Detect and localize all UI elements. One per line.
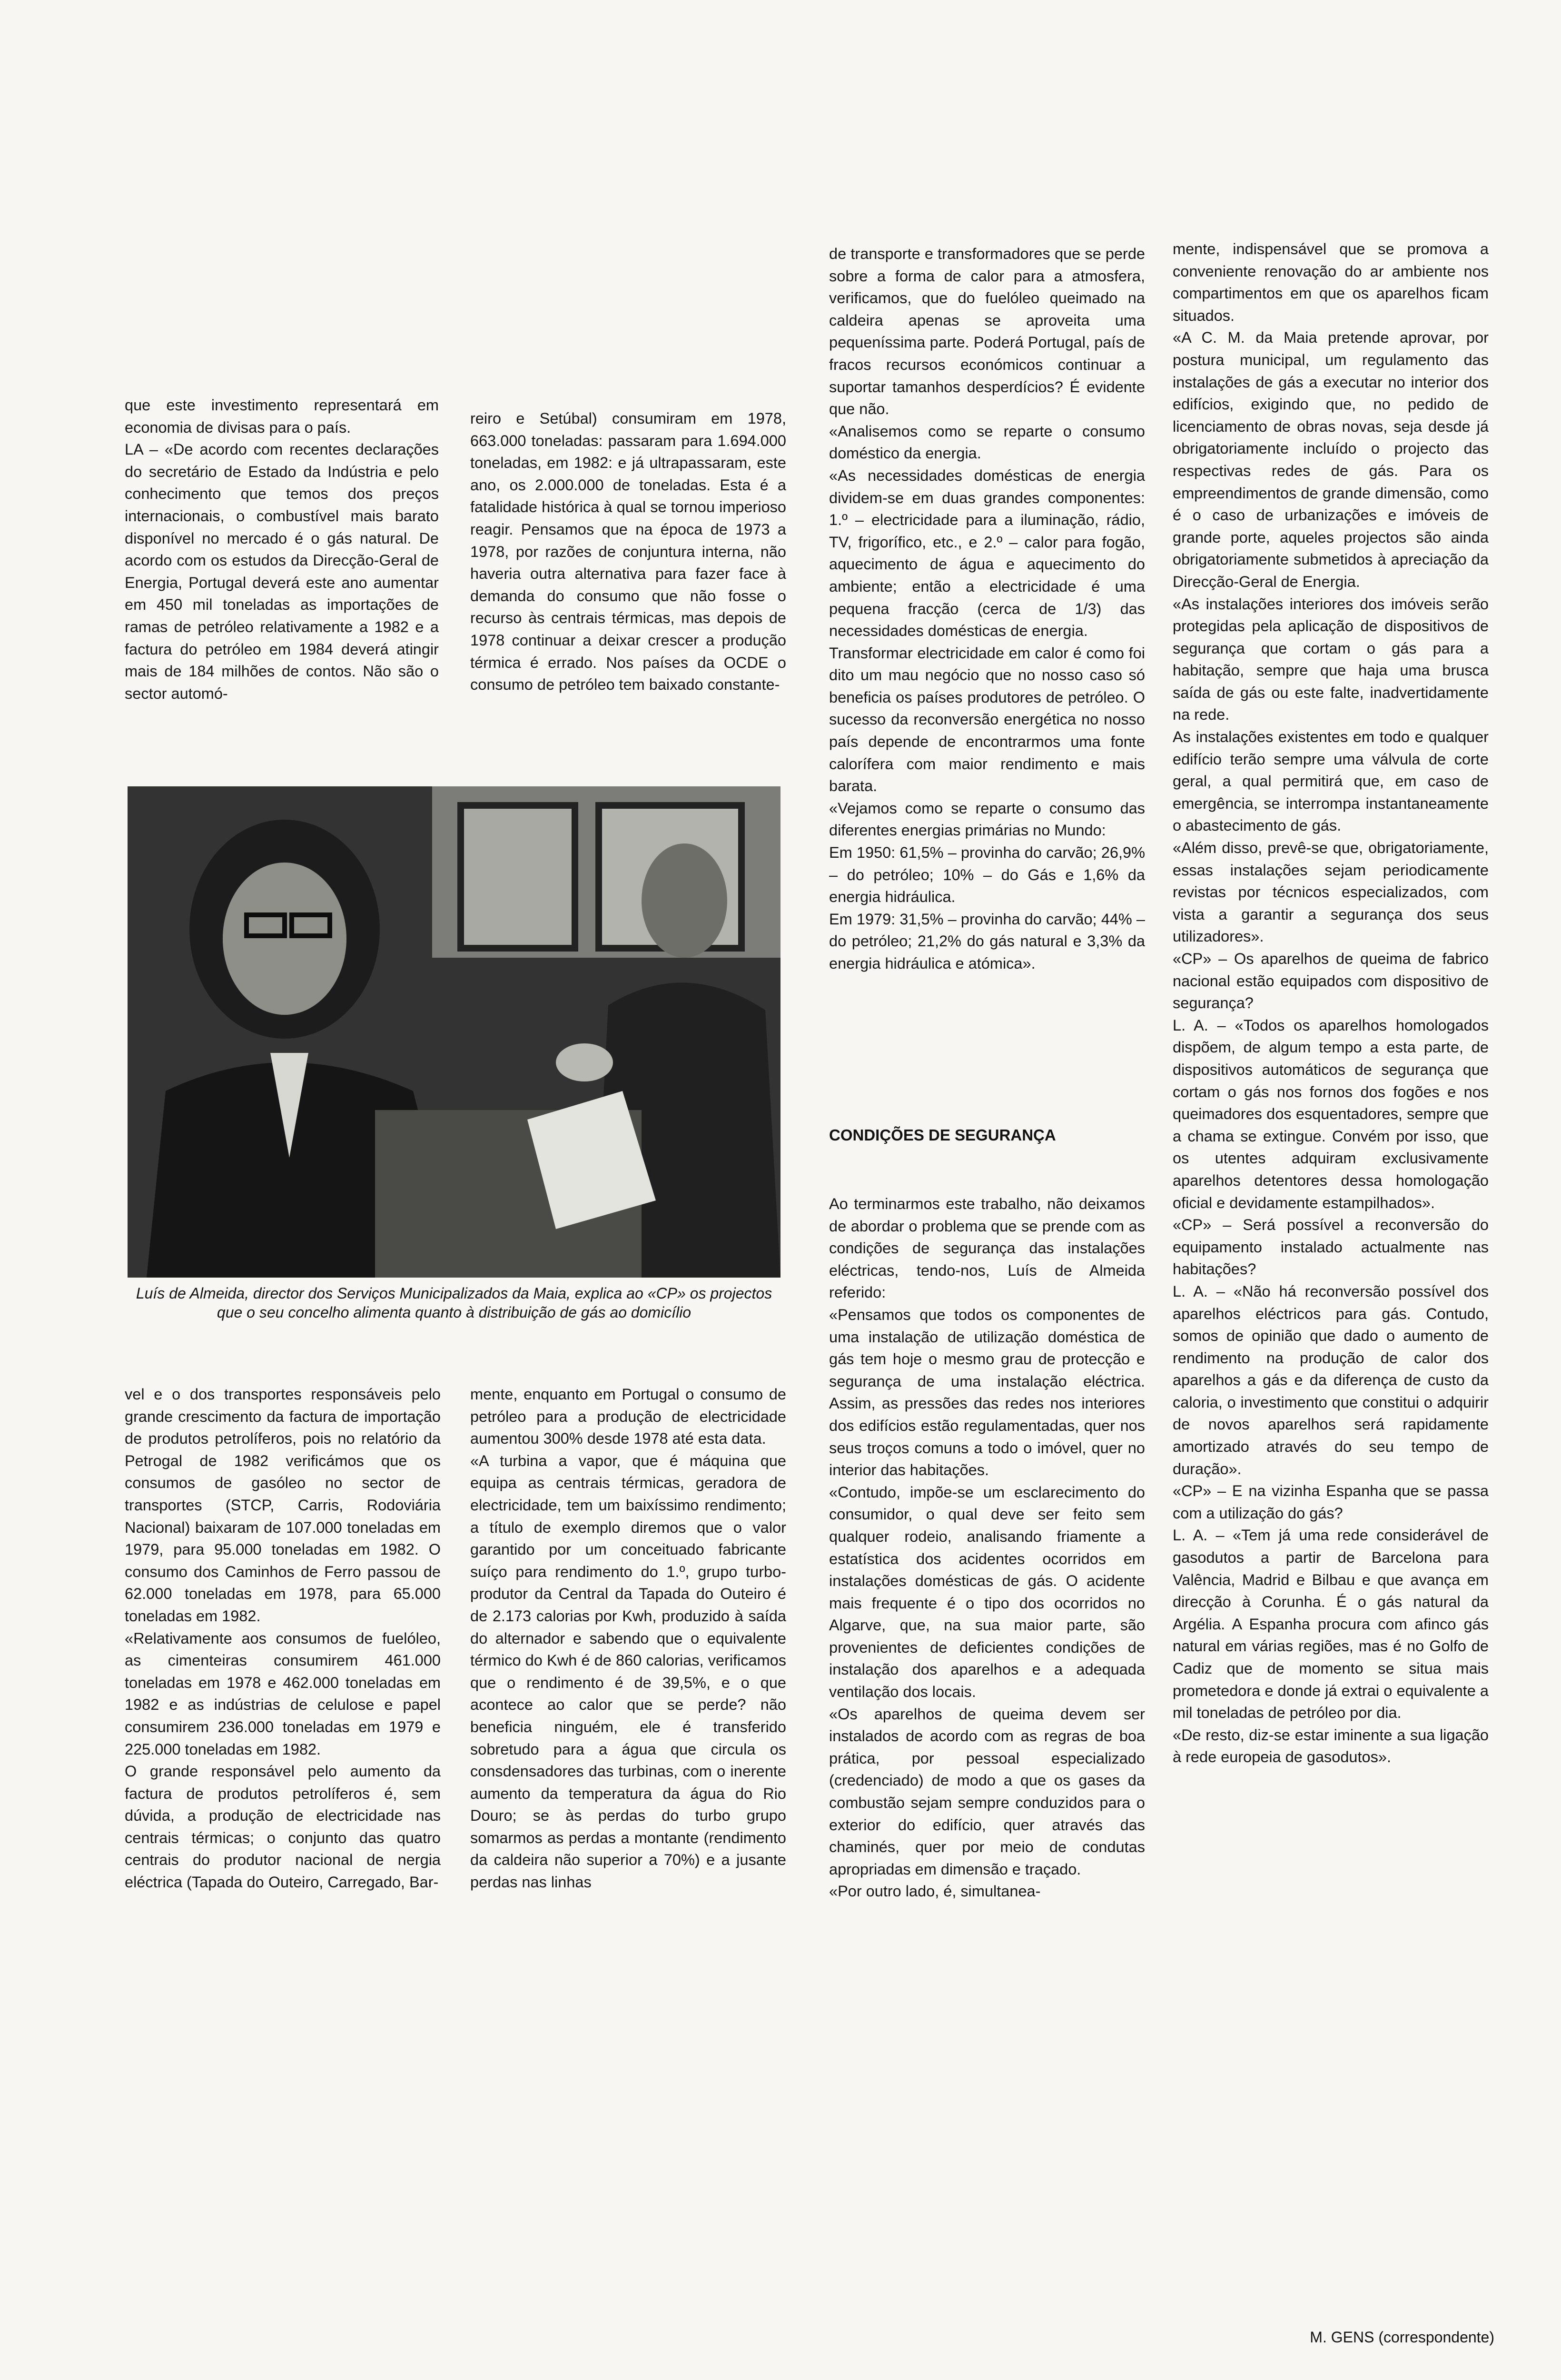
paragraph: «De resto, diz-se estar iminente a sua ligação à rede europeia de gasodutos». [1173,1726,1489,1766]
paragraph: Ao terminarmos este trabalho, não deixamos de abordar o problema que se prende com as condições de segurança das instalações eléctricas, tendo-nos, Luís de Almeida referido: [829,1195,1145,1301]
paragraph: «Contudo, impõe-se um esclarecimento do consumidor, o qual deve ser feito sem qualquer rodeio, analisando friamente a estatística dos acidentes ocorridos em instalações domésticas de gás. O acidente mais frequente é o tipo dos ocorridos no Algarve, que, na sua maior parte, são provenientes de deficientes condições de instalação dos aparelhos e a adequada ventilação dos locais. [829,1483,1145,1701]
paragraph: de transporte e transformadores que se perde sobre a forma de calor para a atmosfera, verificamos, que do fuelóleo queimado na caldeira apenas se aproveita uma pequeníssima parte. Poderá Portugal, país de fracos recursos económicos continuar a suportar tamanhos desperdícios? É evidente que não. [829,245,1145,418]
paragraph: «Os aparelhos de queima devem ser instalados de acordo com as regras de boa prática, por pessoal especializado (credenciado) de modo a que os gases da combustão sejam sempre conduzidos para o exterior do edifício, quer através das chaminés, quer por meio de condutas apropriadas em dimensão e traçado. [829,1705,1145,1878]
paragraph: As instalações existentes em todo e qualquer edifício terão sempre uma válvula de corte geral, a qual permitirá que, em caso de emergência, se interrompa instantaneamente o abastecimento de gás. [1173,728,1489,834]
paragraph: Em 1979: 31,5% – provinha do carvão; 44% – do petróleo; 21,2% do gás natural e 3,3% da energia hidráulica e atómica». [829,910,1145,972]
paragraph: «As instalações interiores dos imóveis serão protegidas pela aplicação de dispositivos de segurança que cortam o gás para a habitação, sempre que haja uma brusca saída de gás ou este falte, inadvertidamente na rede. [1173,595,1489,724]
article-column-1 [125,394,439,704]
paragraph: Transformar electricidade em calor é como foi dito um mau negócio que no nosso caso só beneficia os países produtores de petróleo. O sucesso da reconversão energética no nosso país depende de encontrarmos uma fonte calorífera com maior rendimento e mais barata. [829,644,1145,795]
paragraph: L. A. – «Tem já uma rede considerável de gasodutos a partir de Barcelona para Valência, Madrid e Bilbau e que avança em direcção à Corunha. É o gás natural da Argélia. A Espanha procura com afinco gás natural em várias regiões, mas é no Golfo de Cadiz que de momento se situa mais prometedora e donde já extrai o equivalente a mil toneladas de petróleo por dia. [1173,1527,1489,1722]
article-column-3 [829,243,1145,975]
paragraph: «As necessidades domésticas de energia dividem-se em duas grandes componentes: 1.º – electricidade para a iluminação, rádio, TV, frigorífico, etc., e 2.º – calor para fogão, aquecimento de água e aquecimento do ambiente; então a electricidade é uma pequena fracção (cerca de 1/3) das necessidades domésticas de energia. [829,466,1145,640]
article-column-6 [470,1383,786,1894]
paragraph: «Vejamos como se reparte o consumo das diferentes energias primárias no Mundo: [829,799,1145,839]
author-signature: M. GENS (correspondente) [1310,2329,1494,2346]
paragraph: «CP» – Os aparelhos de queima de fabrico nacional estão equipados com dispositivo de segurança? [1173,950,1489,1012]
article-column-7 [829,1193,1145,1903]
article-column-2 [470,407,786,696]
paragraph: «Por outro lado, é, simultanea- [829,1883,1041,1900]
paragraph: LA – «De acordo com recentes declarações do secretário de Estado da Indústria e pelo conhecimento que temos dos preços internacionais, o combustível mais barato disponível no mercado é o gás natural. De acordo com os estudos da Direcção-Geral de Energia, Portugal deverá este ano aumentar em 450 mil toneladas as importações de ramas de petróleo relativamente a 1982 e a factura do petróleo em 1984 deverá atingir mais de 184 milhões de contos. Não são o sector automó- [125,441,439,702]
paragraph: vel e o dos transportes responsáveis pelo grande crescimento da factura de importação de produtos petrolíferos, pois no relatório da Petrogal de 1982 verificámos que os consumos de gasóleo no sector de transportes (STCP, Carris, Rodoviária Nacional) baixaram de 107.000 toneladas em 1979, para 95.000 toneladas em 1982. O consumo dos Caminhos de Ferro passou de 62.000 toneladas em 1978, para 65.000 toneladas em 1982. [125,1386,441,1625]
paragraph: reiro e Setúbal) consumiram em 1978, 663.000 toneladas: passaram para 1.694.000 toneladas, em 1982: e já ultrapassaram, este ano, os 2.000.000 de toneladas. Esta é a fatalidade histórica à qual se tornou imperioso reagir. Pensamos que na época de 1973 a 1978, por razões de conjuntura interna, não haveria outra alternativa para fazer face à demanda do consumo que não fosse o recurso às centrais térmicas, mas depois de 1978 continuar a deixar crescer a produção térmica é errado. Nos países da OCDE o consumo de petróleo tem baixado constante- [470,410,786,694]
paragraph: «Relativamente aos consumos de fuelóleo, as cimenteiras consumirem 461.000 toneladas em 1978 e 462.000 toneladas em 1982 e as indústrias de celulose e papel consumirem 236.000 toneladas em 1979 e 225.000 toneladas em 1982. [125,1629,441,1758]
paragraph: «Analisemos como se reparte o consumo doméstico da energia. [829,422,1145,462]
paragraph: que este investimento representará em economia de divisas para o país. [125,397,439,436]
paragraph: Em 1950: 61,5% – provinha do carvão; 26,9% – do petróleo; 10% – do Gás e 1,6% da energia hidráulica. [829,844,1145,906]
paragraph: «CP» – E na vizinha Espanha que se passa com a utilização do gás? [1173,1482,1489,1522]
section-heading: CONDIÇÕES DE SEGURANÇA [829,1126,1056,1144]
paragraph: «Além disso, prevê-se que, obrigatoriamente, essas instalações sejam periodicamente revistas por técnicos especializados, com vista a garantir a segurança dos seus utilizadores». [1173,839,1489,945]
paragraph: O grande responsável pelo aumento da factura de produtos petrolíferos é, sem dúvida, a produção de electricidade nas centrais térmicas; o conjunto das quatro centrais do produtor nacional de nergia eléctrica (Tapada do Outeiro, Carregado, Bar- [125,1763,441,1891]
article-column-5 [125,1383,441,1894]
paragraph: L. A. – «Todos os aparelhos homologados dispõem, de algum tempo a esta parte, de dispositivos automáticos de segurança que cortam o gás nos fornos dos fogões e nos queimadores dos esquentadores, sempre que a chama se extingue. Convém por isso, que os utentes adquiram exclusivamente aparelhos detentores dessa homologação oficial e devidamente estampilhados». [1173,1016,1489,1211]
paragraph: «A C. M. da Maia pretende aprovar, por postura municipal, um regulamento das instalações de gás a executar no interior dos edifícios, exigindo que, no pedido de licenciamento de obras novas, seja desde já obrigatoriamente incluído o projecto das respectivas redes de gás. Para os empreendimentos de grande dimensão, como é o caso de urbanizações e imóveis de grande porte, aqueles projectos são ainda obrigatoriamente submetidos à apreciação da Direcção-Geral de Energia. [1173,329,1489,590]
interview-photo [128,786,780,1278]
paragraph: «CP» – Será possível a reconversão do equipamento instalado actualmente nas habitações? [1173,1216,1489,1278]
paragraph: L. A. – «Não há reconversão possível dos aparelhos eléctricos para gás. Contudo, somos de opinião que dado o aumento de rendimento na produção de calor dos aparelhos a gás e da diferença de custo da caloria, o investimento que constitui o adquirir de novos aparelhos será rapidamente amortizado através do seu tempo de duração». [1173,1282,1489,1478]
paragraph: mente, indispensável que se promova a conveniente renovação do ar ambiente nos compartimentos em que os aparelhos ficam situados. [1173,240,1489,324]
paragraph: mente, enquanto em Portugal o consumo de petróleo para a produção de electricidade aumentou 300% desde 1978 até esta data. [470,1386,786,1448]
article-column-4 [1173,238,1489,1768]
paragraph: «A turbina a vapor, que é máquina que equipa as centrais térmicas, geradora de electricidade, tem um baixíssimo rendimento; a título de exemplo diremos que o valor garantido por um conceituado fabricante suíço para rendimento do 1.º, grupo turbo-produtor da Central da Tapada do Outeiro é de 2.173 calorias por Kwh, produzido à saída do alternador e sabendo que o equivalente térmico do Kwh é de 860 calorias, verificamos que o rendimento é de 39,5%, e o que acontece ao calor que se perde? não beneficia ninguém, ele é transferido sobretudo para a água que circula os consdensadores das turbinas, com o inerente aumento da temperatura da água do Rio Douro; se às perdas do turbo grupo somarmos as perdas a montante (rendimento da caldeira não superior a 70%) e a jusante perdas nas linhas [470,1452,786,1891]
photo-caption: Luís de Almeida, director dos Serviços Municipalizados da Maia, explica ao «CP» os projectos que o seu concelho alimenta quanto à distribuição de gás ao domicílio [136,1285,772,1321]
paragraph: «Pensamos que todos os componentes de uma instalação de utilização doméstica de gás tem hoje o mesmo grau de protecção e segurança de uma instalação eléctrica. Assim, as pressões das redes nos interiores dos edifícios estão regulamentadas, quer nos seus troços comuns a todo o imóvel, quer no interior das habitações. [829,1306,1145,1479]
